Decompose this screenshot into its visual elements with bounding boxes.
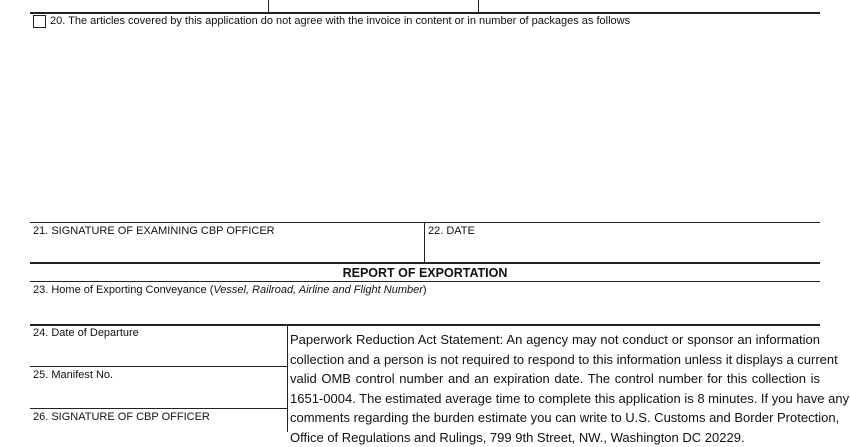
section-title: REPORT OF EXPORTATION (0, 266, 850, 280)
paperwork-line-4: 1651-0004. The estimated average time to complete this application is 8 minutes. If you have any (290, 389, 820, 409)
top-row-bottom-border (30, 12, 820, 14)
field23-label: 23. Home of Exporting Conveyance (Vessel, Railroad, Airline and Flight Number) (33, 284, 427, 297)
section-top-border (30, 262, 820, 264)
field24-top-border (30, 324, 820, 326)
field20-label: 20. The articles covered by this application do not agree with the invoice in content or in number of packages as follows (50, 15, 630, 28)
field21-22-divider (424, 222, 425, 262)
field26-signature-area[interactable] (30, 425, 285, 432)
field21-label: 21. SIGNATURE OF EXAMINING CBP OFFICER (33, 225, 275, 238)
field22-date-input[interactable] (426, 238, 818, 260)
paperwork-line-1: Paperwork Reduction Act Statement: An agency may not conduct or sponsor an information (290, 330, 820, 350)
field21-signature-area[interactable] (30, 238, 422, 260)
paperwork-reduction-statement (290, 330, 820, 447)
paperwork-line-5: comments regarding the burden estimate you can write to U.S. Customs and Border Protection, (290, 408, 820, 428)
field25-input[interactable] (30, 383, 285, 408)
paperwork-line-3: valid OMB control number and an expiration date. The control number for this collection is (290, 369, 820, 389)
top-row-divider-2 (478, 0, 479, 12)
field20-text-area[interactable] (30, 32, 820, 220)
field22-label: 22. DATE (428, 225, 475, 238)
field23-input[interactable] (30, 298, 820, 322)
field20-checkbox[interactable] (33, 15, 46, 28)
field26-label: 26. SIGNATURE OF CBP OFFICER (33, 411, 210, 424)
field25-label: 25. Manifest No. (33, 369, 113, 382)
top-row-divider-1 (268, 0, 269, 12)
field23-label-italic: Vessel, Railroad, Airline and Flight Number (213, 284, 423, 296)
field21-top-border (30, 222, 820, 223)
left-column-divider (287, 324, 288, 432)
section-title-underline (30, 281, 820, 282)
field24-label: 24. Date of Departure (33, 327, 139, 340)
paperwork-line-6: Office of Regulations and Rulings, 799 9th Street, NW., Washington DC 20229. (290, 428, 820, 447)
field25-top-border (30, 366, 287, 367)
field24-date-input[interactable] (30, 341, 285, 366)
field26-top-border (30, 408, 287, 409)
paperwork-line-2: collection and a person is not required to respond to this information unless it displays a current (290, 350, 820, 370)
